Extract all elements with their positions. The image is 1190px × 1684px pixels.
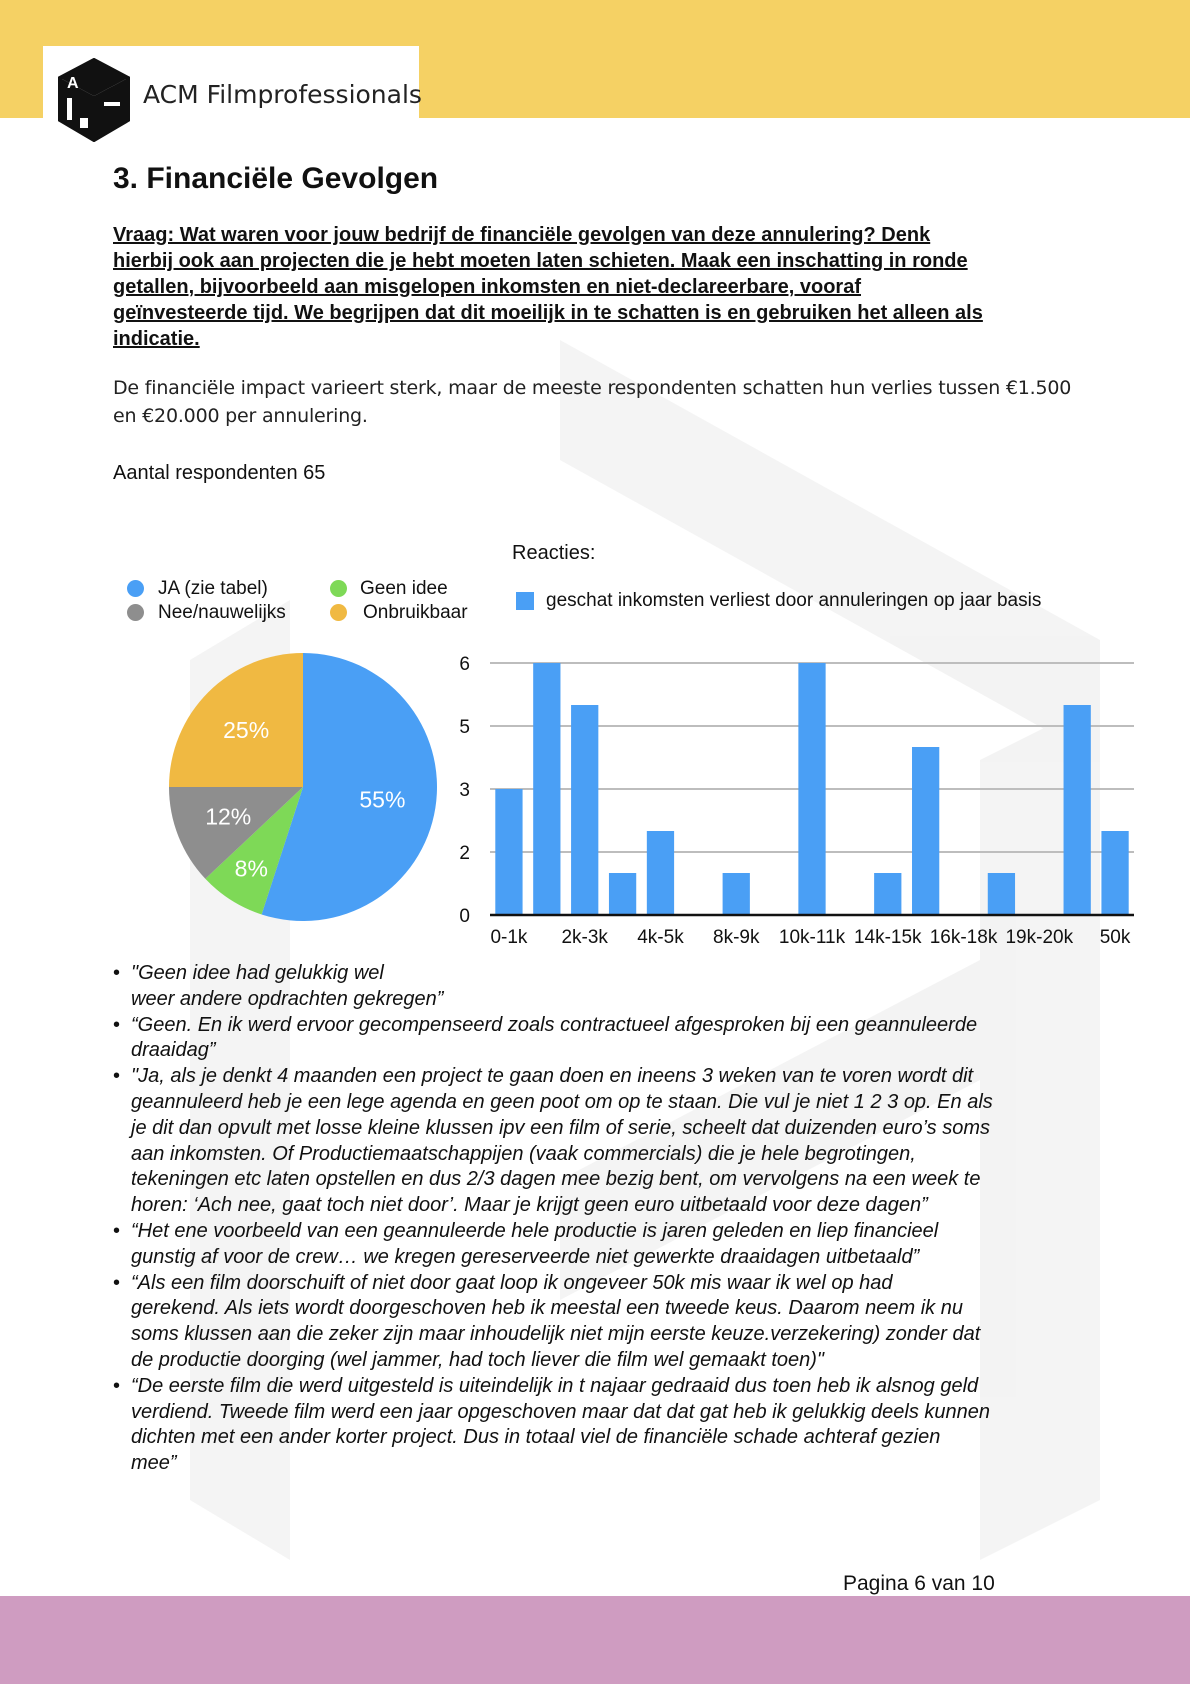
pie-value-label: 8% bbox=[234, 855, 268, 882]
x-tick-label: 10k-11k bbox=[778, 927, 846, 948]
footer-band bbox=[0, 1596, 1190, 1684]
bar bbox=[609, 873, 636, 915]
bullet-marker: • bbox=[113, 1065, 121, 1088]
quote-line: “Het ene voorbeeld van een geannuleerde hele productie is jaren geleden en liep financieel bbox=[131, 1220, 939, 1242]
x-tick-label: 4k-5k bbox=[637, 927, 684, 948]
x-tick-label: 2k-3k bbox=[561, 927, 608, 948]
x-tick-label: 14k-15k bbox=[853, 927, 922, 948]
svg-text:A: A bbox=[67, 75, 79, 92]
legend-label: Nee/nauwelijks bbox=[158, 602, 286, 623]
bar bbox=[571, 705, 598, 915]
quote-line: aan inkomsten. Of Productiemaatschappijen (vaak commercials) die je hele begrotingen, bbox=[131, 1142, 916, 1165]
bar bbox=[1101, 831, 1128, 915]
bullet-marker: • bbox=[113, 1374, 121, 1397]
bullet-marker: • bbox=[113, 962, 121, 984]
y-tick-label: 6 bbox=[459, 654, 470, 675]
quote-line: gerekend. Als iets wordt doorgeschoven heb ik meestal een tweede keus. Daarom neem ik nu bbox=[131, 1297, 963, 1320]
question-line: geïnvesteerde tijd. We begrijpen dat dit moeilijk in te schatten is en gebruiken het alleen als bbox=[113, 302, 983, 324]
quote-line: horen: ‘Ach nee, gaat toch niet door’. Maar je krijgt geen euro uitbetaald voor deze dagen” bbox=[131, 1194, 928, 1217]
y-tick-label: 3 bbox=[459, 780, 470, 801]
bullet-marker: • bbox=[113, 1271, 121, 1294]
section-title: 3. Financiële Gevolgen bbox=[113, 162, 439, 195]
bar bbox=[495, 789, 522, 915]
pie-value-label: 55% bbox=[359, 786, 406, 813]
quote-line: draaidag” bbox=[131, 1039, 216, 1062]
quote-line: weer andere opdrachten gekregen” bbox=[131, 987, 444, 1010]
quote-line: tekeningen etc laten opstellen en dus 2/3 dagen mee bezig bent, om vervolgens na een week te bbox=[131, 1168, 981, 1191]
quote-line: soms klussen aan die zeker zijn maar inhoudelijk niet mijn eerste keuze.verzekering) zonder dat bbox=[131, 1323, 981, 1346]
bar bbox=[723, 873, 750, 915]
question-line: hierbij ook aan projecten die je hebt moeten laten schieten. Maak een inschatting in ronde bbox=[113, 250, 968, 272]
pie-value-label: 25% bbox=[223, 717, 270, 744]
summary-line: en €20.000 per annulering. bbox=[113, 405, 368, 427]
quote-line: je dit dan opvult met losse kleine klussen ipv een film of serie, scheelt dat duizenden euro’s soms bbox=[131, 1116, 990, 1139]
quote-line: dichten met een ander korter project. Dus in totaal viel de financiële schade achteraf gezien bbox=[131, 1426, 941, 1449]
quote-line: mee” bbox=[131, 1452, 177, 1475]
bullet-marker: • bbox=[113, 1220, 121, 1242]
x-tick-label: 8k-9k bbox=[713, 927, 760, 948]
bar bbox=[798, 663, 825, 915]
legend-label: JA (zie tabel) bbox=[158, 578, 268, 599]
y-tick-label: 2 bbox=[459, 843, 470, 864]
x-tick-label: 50k bbox=[1099, 927, 1131, 948]
y-tick-label: 5 bbox=[459, 717, 470, 738]
brand-name: ACM Filmprofessionals bbox=[143, 80, 422, 109]
quote-line: “De eerste film die werd uitgesteld is uiteindelijk in t najaar gedraaid dus toen heb ik alsnog geld bbox=[131, 1374, 979, 1397]
legend-label: Geen idee bbox=[360, 578, 448, 599]
quote-line: “Als een film doorschuift of niet door gaat loop ik ongeveer 50k mis waar ik wel op had bbox=[131, 1271, 893, 1294]
respondents-count: Aantal respondenten 65 bbox=[113, 462, 326, 484]
page-number: Pagina 6 van 10 bbox=[843, 1572, 995, 1595]
x-tick-label: 19k-20k bbox=[1005, 927, 1074, 948]
bar bbox=[912, 747, 939, 915]
bar-legend-label: geschat inkomsten verliest door annuleringen op jaar basis bbox=[546, 590, 1042, 611]
legend-label: Onbruikbaar bbox=[363, 602, 468, 623]
quote-line: geannuleerd heb je een lege agenda en geen poot om op te staan. Die vul je niet 1 2 3 op. En als bbox=[131, 1090, 993, 1113]
question-line: indicatie. bbox=[113, 328, 200, 350]
bar bbox=[533, 663, 560, 915]
x-tick-label: 0-1k bbox=[490, 927, 528, 948]
bullet-marker: • bbox=[113, 1013, 121, 1036]
bar bbox=[1064, 705, 1091, 915]
summary-line: De financiële impact varieert sterk, maar de meeste respondenten schatten hun verlies tussen €1.500 bbox=[113, 377, 1072, 399]
bar bbox=[647, 831, 674, 915]
quote-line: “Geen. En ik werd ervoor gecompenseerd zoals contractueel afgesproken bij een geannuleerde bbox=[131, 1013, 978, 1036]
y-tick-label: 0 bbox=[459, 906, 470, 927]
quote-line: gunstig af voor de crew… we kregen gereserveerde niet gewerkte draaidagen uitbetaald” bbox=[131, 1245, 920, 1268]
quote-line: "Ja, als je denkt 4 maanden een project te gaan doen en ineens 3 weken van te voren wordt dit bbox=[131, 1065, 974, 1088]
question-line: getallen, bijvoorbeeld aan misgelopen inkomsten en niet-declareerbare, vooraf bbox=[113, 276, 861, 298]
bar bbox=[874, 873, 901, 915]
x-tick-label: 16k-18k bbox=[929, 927, 998, 948]
question-line: Vraag: Wat waren voor jouw bedrijf de financiële gevolgen van deze annulering? Denk bbox=[113, 224, 931, 246]
quote-line: verdiend. Tweede film werd een jaar opgeschoven maar dat dat gat heb ik gelukkig deels kunnen bbox=[131, 1400, 991, 1423]
quote-line: "Geen idee had gelukkig wel bbox=[131, 962, 384, 984]
bar-chart-title: Reacties: bbox=[512, 542, 596, 564]
pie-value-label: 12% bbox=[205, 803, 252, 830]
bar bbox=[988, 873, 1015, 915]
quote-line: de productie doorging (wel jammer, had toch liever die film wel gemaakt toen)" bbox=[131, 1348, 824, 1371]
